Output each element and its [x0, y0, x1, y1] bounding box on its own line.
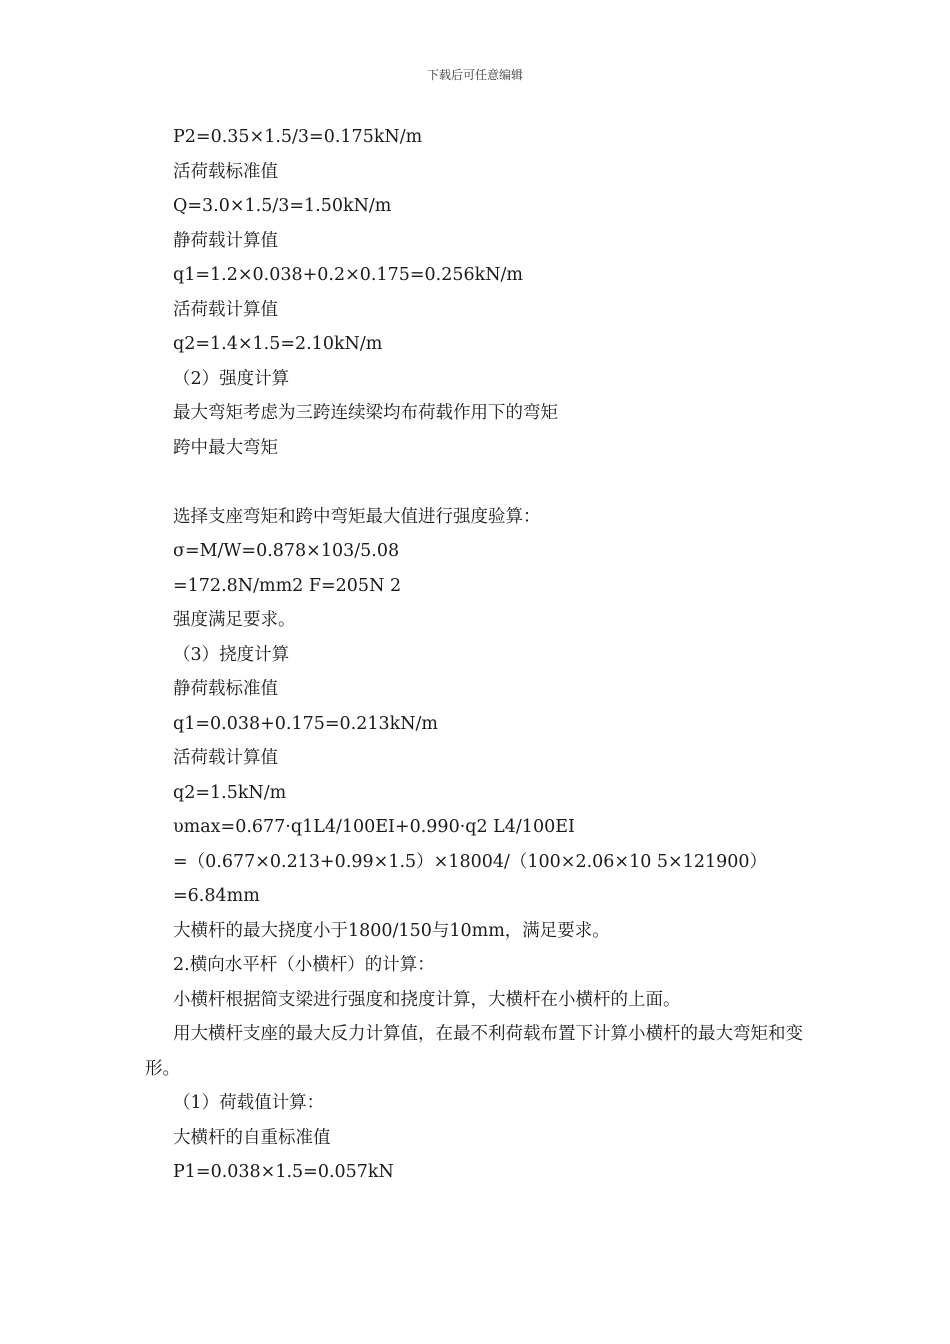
formula-line: =6.84mm	[173, 886, 260, 906]
formula-line: P1=0.038×1.5=0.057kN	[173, 1162, 394, 1182]
text-line: P2=0.35×1.5/3=0.175kN/m	[173, 127, 423, 147]
blank-line	[145, 465, 825, 500]
formula-line: q2=1.5kN/m	[173, 782, 287, 803]
text-line: 最大弯矩考虑为三跨连续梁均布荷载作用下的弯矩	[173, 403, 558, 423]
section-heading: （2）强度计算	[173, 368, 290, 389]
text-line: 小横杆根据简支梁进行强度和挠度计算，大横杆在小横杆的上面。	[173, 989, 681, 1010]
text-line: 跨中最大弯矩	[173, 437, 278, 458]
text-line: 大横杆的最大挠度小于1800/150与10mm，满足要求。	[173, 920, 610, 941]
text-line: 强度满足要求。	[173, 610, 296, 630]
text-line: 选择支座弯矩和跨中弯矩最大值进行强度验算：	[173, 506, 541, 527]
text-line: 大横杆的自重标准值	[173, 1127, 331, 1148]
section-heading: （1）荷载值计算：	[173, 1093, 325, 1113]
section-heading: （3）挠度计算	[173, 644, 290, 665]
text-line: 静荷载标准值	[173, 679, 278, 699]
document-body	[145, 120, 825, 1190]
formula-line: σ=M/W=0.878×103/5.08	[173, 541, 400, 561]
text-line: 静荷载计算值	[173, 230, 278, 251]
formula-line: =（0.677×0.213+0.99×1.5）×18004/（100×2.06×10 5×121900）	[173, 851, 767, 872]
text-line: q1=1.2×0.038+0.2×0.175=0.256kN/m	[173, 265, 524, 285]
formula-line: υmax=0.677·q1L4/100EI+0.990·q2 L4/100EI	[173, 817, 575, 837]
section-heading: 2.横向水平杆（小横杆）的计算：	[173, 955, 435, 975]
text-line: q2=1.4×1.5=2.10kN/m	[173, 334, 383, 354]
text-line: 活荷载计算值	[173, 748, 278, 768]
formula-line: =172.8N/mm2 F=205N 2	[173, 575, 402, 596]
paragraph: 用大横杆支座的最大反力计算值，在最不利荷载布置下计算小横杆的最大弯矩和变形。	[145, 1024, 803, 1079]
text-line: Q=3.0×1.5/3=1.50kN/m	[173, 196, 392, 216]
text-line: 活荷载标准值	[173, 161, 278, 182]
formula-line: q1=0.038+0.175=0.213kN/m	[173, 713, 439, 734]
text-line: 活荷载计算值	[173, 299, 278, 320]
page-header-note: 下载后可任意编辑	[426, 68, 523, 82]
